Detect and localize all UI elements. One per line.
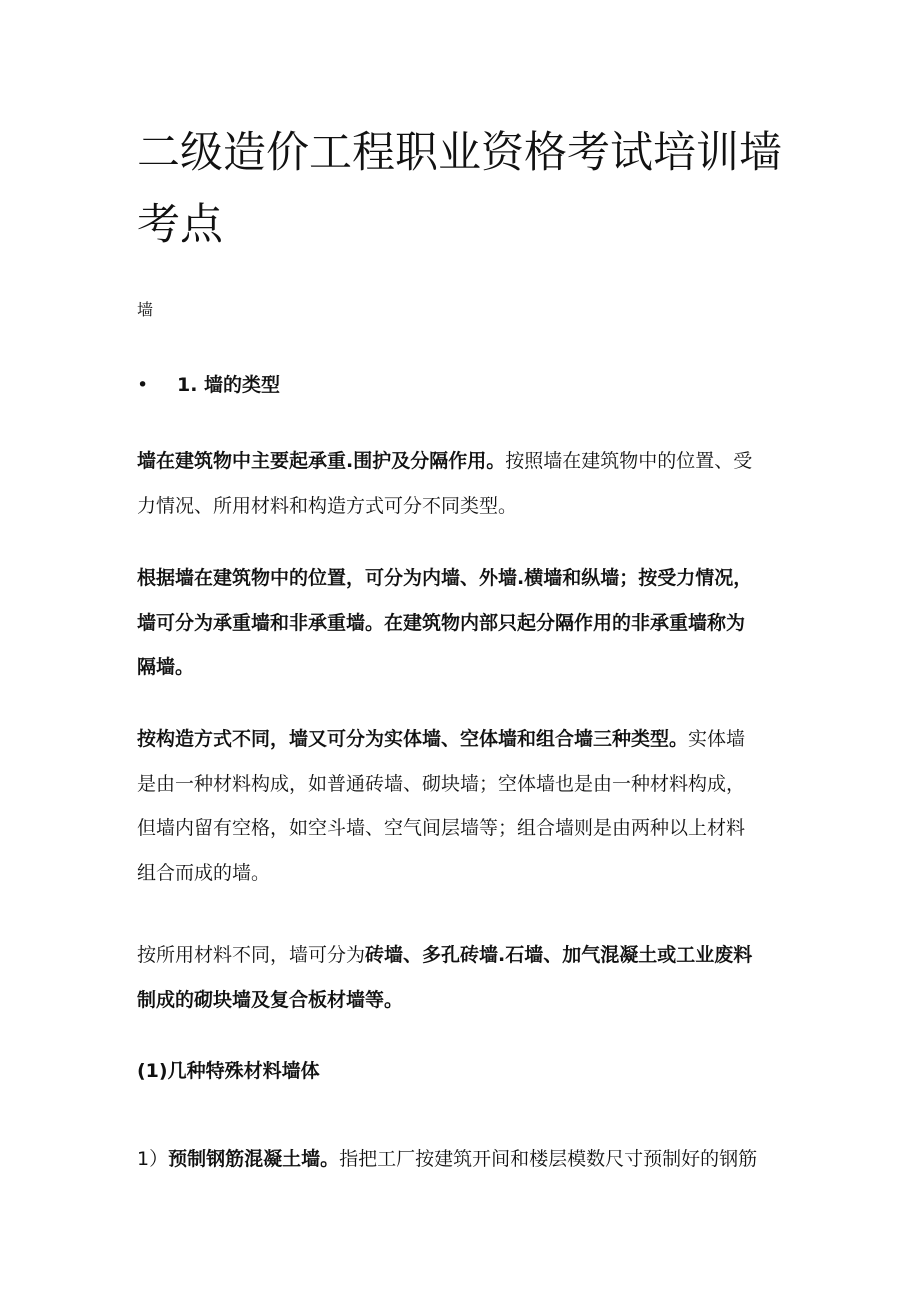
paragraph-5 [137,1049,797,1094]
bold-text: 砖墙、多孔砖墙.石墙、加气混凝土或工业废料 [365,944,753,966]
text: 实体墙 [688,728,746,750]
text: 指把工厂按建筑开间和楼层模数尺寸预制好的钢筋 [339,1148,758,1170]
paragraph-line [137,645,797,690]
paragraph-line [137,439,797,484]
document-title: 二级造价工程职业资格考试培训墙考点 [137,128,782,250]
paragraph-2 [137,556,797,690]
bold-text: 墙可分为承重墙和非承重墙。在建筑物内部只起分隔作用的非承重墙称为 [137,611,746,634]
bold-text: (1)几种特殊材料墙体 [137,1060,320,1082]
paragraph-line [137,601,797,646]
paragraph-line [137,851,797,896]
bullet-icon: • [137,374,149,396]
text: 1） [137,1148,169,1170]
bold-text: 墙在建筑物中主要起承重.围护及分隔作用。 [137,450,506,472]
text: 但墙内留有空格，如空斗墙、空气间层墙等；组合墙则是由两种以上材料 [137,817,746,839]
paragraph-line [137,933,797,978]
bold-text: 隔墙。 [137,656,195,678]
bold-text: 制成的砌块墙及复合板材墙等。 [137,988,404,1011]
section-label: 墙 [137,300,154,319]
paragraph-line [137,717,797,762]
bullet-heading: 1. 墙的类型 [177,374,281,396]
text: 力情况、所用材料和构造方式可分不同类型。 [137,494,518,517]
paragraph-line [137,1137,797,1182]
bold-text: 根据墙在建筑物中的位置，可分为内墙、外墙.横墙和纵墙；按受力情况， [137,567,753,589]
paragraph-1 [137,439,797,528]
bold-text: 预制钢筋混凝土墙。 [168,1148,340,1170]
bold-text: 按构造方式不同，墙又可分为实体墙、空体墙和组合墙三种类型。 [137,728,689,750]
paragraph-6 [137,1137,797,1182]
paragraph-4 [137,933,797,1022]
text: 是由一种材料构成，如普通砖墙、砌块墙；空体墙也是由一种材料构成， [137,772,746,795]
paragraph-line [137,1049,797,1094]
paragraph-line [137,556,797,601]
paragraph-line [137,484,797,529]
paragraph-line [137,762,797,807]
paragraph-line [137,806,797,851]
text: 组合而成的墙。 [137,861,271,884]
text: 按照墙在建筑物中的位置、受 [505,450,753,472]
text: 按所用材料不同，墙可分为 [137,944,366,966]
paragraph-line [137,978,797,1023]
paragraph-3 [137,717,797,895]
bullet-item [137,371,280,399]
